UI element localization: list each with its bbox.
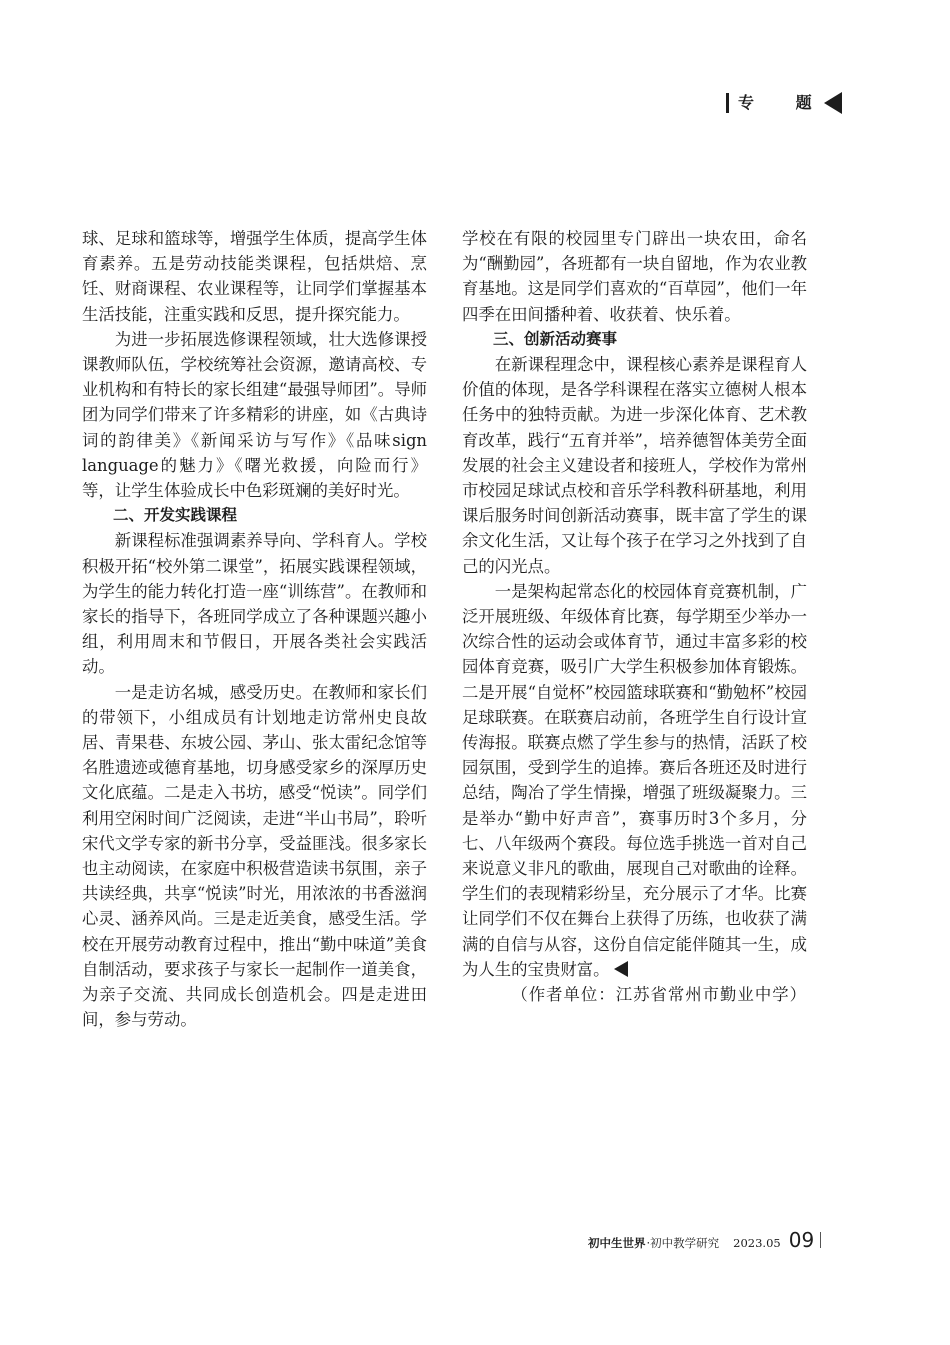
section-label: 专 题 — [738, 93, 830, 112]
right-column — [462, 226, 807, 1007]
section-header — [726, 92, 842, 114]
author-affiliation: （作者单位：江苏省常州市勤业中学） — [511, 985, 807, 1005]
section-heading: 三、创新活动赛事 — [493, 329, 618, 348]
paragraph: 新课程标准强调素养导向、学科育人。学校积极开拓“校外第二课堂”，拓展实践课程领域，为学生的能力转化打造一座“训练营”。在教师和家长的指导下，各班同学成立了各种课题兴趣小组，利用周末和节假日，开展各类社会实践活动。 — [82, 531, 427, 677]
header-triangle-icon — [824, 92, 842, 114]
paragraph-text: 一是架构起常态化的校园体育竞赛机制，广泛开展班级、年级体育比赛，每学期至少举办一次综合性的运动会或体育节，通过丰富多彩的校园体育竞赛，吸引广大学生积极参加体育锻炼。二是开展“自觉杯”校园篮球联赛和“勤勉杯”校园足球联赛。在联赛启动前，各班学生自行设计宣传海报。联赛点燃了学生参与的热情，活跃了校园氛围，受到学生的追捧。赛后各班还及时进行总结，陶冶了学生情操，增强了班级凝聚力。三是举办“勤中好声音”，赛事历时3个多月，分七、八年级两个赛段。每位选手挑选一首对自己来说意义非凡的歌曲，展现自己对歌曲的诠释。学生们的表现精彩纷呈，充分展示了才华。比赛让同学们不仅在舞台上获得了历练，也收获了满满的自信与从容，这份自信定能伴随其一生，成为人生的宝贵财富。 — [462, 581, 807, 979]
paragraph: 一是走访名城，感受历史。在教师和家长们的带领下，小组成员有计划地走访常州史良故居、青果巷、东坡公园、茅山、张太雷纪念馆等名胜遗迹或德育基地，切身感受家乡的深厚历史文化底蕴。二是走入书坊，感受“悦读”。同学们利用空闲时间广泛阅读，走进“半山书局”，聆听宋代文学专家的新书分享，受益匪浅。很多家长也主动阅读，在家庭中积极营造读书氛围，亲子共读经典，共享“悦读”时光，用浓浓的书香滋润心灵、涵养风尚。三是走近美食，感受生活。学校在开展劳动教育过程中，推出“勤中味道”美食自制活动，要求孩子与家长一起制作一道美食，为亲子交流、共同成长创造机会。四是走进田间，参与劳动。 — [82, 682, 427, 1030]
page-footer — [588, 1228, 821, 1252]
left-column — [82, 226, 427, 1033]
section-heading: 二、开发实践课程 — [113, 506, 238, 525]
paragraph: 球、足球和篮球等，增强学生体质，提高学生体育素养。五是劳动技能类课程，包括烘焙、烹饪、财商课程、农业课程等，让同学们掌握基本生活技能，注重实践和反思，提升探究能力。 — [82, 229, 427, 324]
footer-bar — [820, 1232, 821, 1248]
page-number: 09 — [788, 1228, 815, 1252]
paragraph: 在新课程理念中，课程核心素养是课程育人价值的体现，是各学科课程在落实立德树人根本任务中的独特贡献。为进一步深化体育、艺术教育改革，践行“五育并举”，培养德智体美劳全面发展的社会主义建设者和接班人，学校作为常州市校园足球试点校和音乐学科教科研基地，利用课后服务时间创新活动赛事，既丰富了学生的课余文化生活，又让每个孩子在学习之外找到了自己的闪光点。 — [462, 355, 807, 576]
header-bar — [726, 93, 729, 113]
end-mark-icon — [614, 961, 628, 977]
paragraph: 学校在有限的校园里专门辟出一块农田，命名为“酬勤园”，各班都有一块自留地，作为农业教育基地。这是同学们喜欢的“百草园”，他们一年四季在田间播种着、收获着、快乐着。 — [462, 229, 807, 324]
journal-name: 初中生世界 — [588, 1236, 646, 1250]
paragraph — [462, 579, 807, 982]
issue-date: 2023.05 — [733, 1236, 781, 1250]
paragraph: 为进一步拓展选修课程领域，壮大选修课授课教师队伍，学校统筹社会资源，邀请高校、专业机构和有特长的家长组建“最强导师团”。导师团为同学们带来了许多精彩的讲座，如《古典诗词的韵律美》《新闻采访与写作》《品味sign language的魅力》《曙光救援，向险而行》等，让学生体验成长中色彩斑斓的美好时光。 — [82, 329, 427, 501]
journal-subtitle: ·初中教学研究 — [646, 1236, 720, 1250]
